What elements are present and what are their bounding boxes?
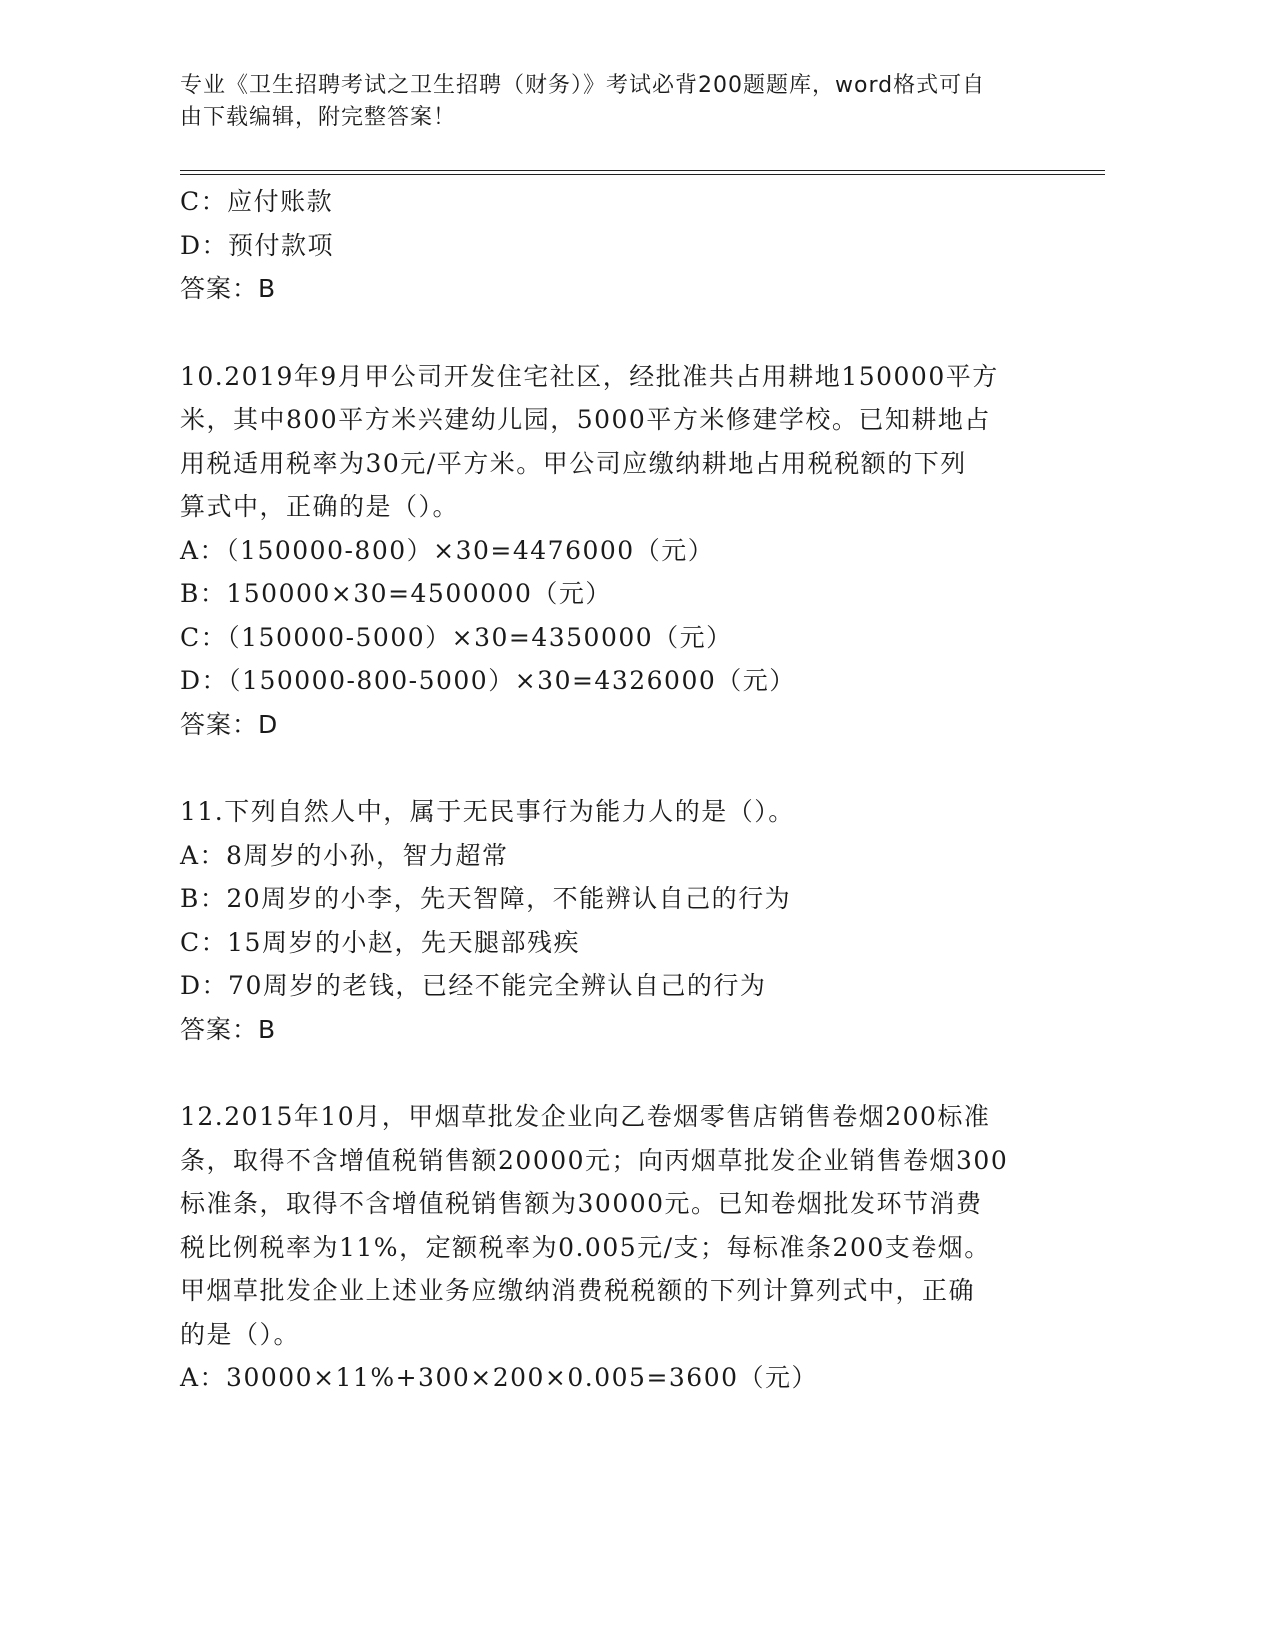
question-10-stem-line: 算式中，正确的是（）。: [180, 492, 460, 521]
question-11-option-d: D：70周岁的老钱，已经不能完全辨认自己的行为: [180, 971, 767, 1000]
question-12-stem-line: 标准条，取得不含增值税销售额为30000元。已知卷烟批发环节消费: [180, 1189, 983, 1218]
question-11-option-a: A：8周岁的小孙，智力超常: [180, 840, 509, 870]
option-d: D：预付款项: [180, 230, 335, 260]
question-12-stem-line: 的是（）。: [180, 1319, 301, 1349]
question-12-stem: [180, 1095, 1040, 1356]
question-10-option-b: B：150000×30=4500000（元）: [180, 579, 612, 608]
question-10-option-a: A：（150000-800）×30=4476000（元）: [180, 535, 715, 565]
question-10-option-d: D：（150000-800-5000）×30=4326000（元）: [180, 666, 796, 695]
question-11-option-b: B：20周岁的小李，先天智障，不能辨认自己的行为: [180, 884, 792, 913]
header-line-2: 由下载编辑，附完整答案！: [180, 105, 457, 130]
header-rule-top: [180, 170, 1105, 171]
question-11-option-c: C：15周岁的小赵，先天腿部残疾: [180, 927, 580, 957]
header-rule-bottom: [180, 174, 1105, 175]
question-10-stem-line: 用税适用税率为30元/平方米。甲公司应缴纳耕地占用税税额的下列: [180, 448, 967, 478]
spacer: [180, 746, 1060, 790]
document-header: [180, 70, 1040, 134]
question-12-stem-line: 税比例税率为11%，定额税率为0.005元/支；每标准条200支卷烟。: [180, 1232, 991, 1262]
question-11-stem-line: 11.下列自然人中，属于无民事行为能力人的是（）。: [180, 797, 795, 826]
question-10-stem-line: 米，其中800平方米兴建幼儿园，5000平方米修建学校。已知耕地占: [180, 405, 991, 434]
question-12-stem-line: 12.2015年10月，甲烟草批发企业向乙卷烟零售店销售卷烟200标准: [180, 1102, 991, 1131]
spacer: [180, 311, 1060, 355]
question-11-answer: 答案：B: [180, 1014, 277, 1044]
question-12-option-a: A：30000×11%+300×200×0.005=3600（元）: [180, 1363, 819, 1392]
question-10-stem: [180, 355, 1040, 529]
question-11-stem: [180, 790, 1040, 834]
document-body: [180, 180, 1060, 1400]
question-12-stem-line: 条，取得不含增值税销售额20000元；向丙烟草批发企业销售卷烟300: [180, 1145, 1009, 1175]
question-10-stem-line: 10.2019年9月甲公司开发住宅社区，经批准共占用耕地150000平方: [180, 361, 999, 391]
question-10-option-c: C：（150000-5000）×30=4350000（元）: [180, 622, 733, 652]
answer-line: 答案：B: [180, 274, 277, 303]
spacer: [180, 1051, 1060, 1095]
option-c: C：应付账款: [180, 187, 334, 216]
header-line-1: 专业《卫生招聘考试之卫生招聘（财务）》考试必背200题题库，word格式可自: [180, 73, 986, 98]
question-10-answer: 答案：D: [180, 709, 279, 739]
question-12-stem-line: 甲烟草批发企业上述业务应缴纳消费税税额的下列计算列式中，正确: [180, 1276, 976, 1305]
